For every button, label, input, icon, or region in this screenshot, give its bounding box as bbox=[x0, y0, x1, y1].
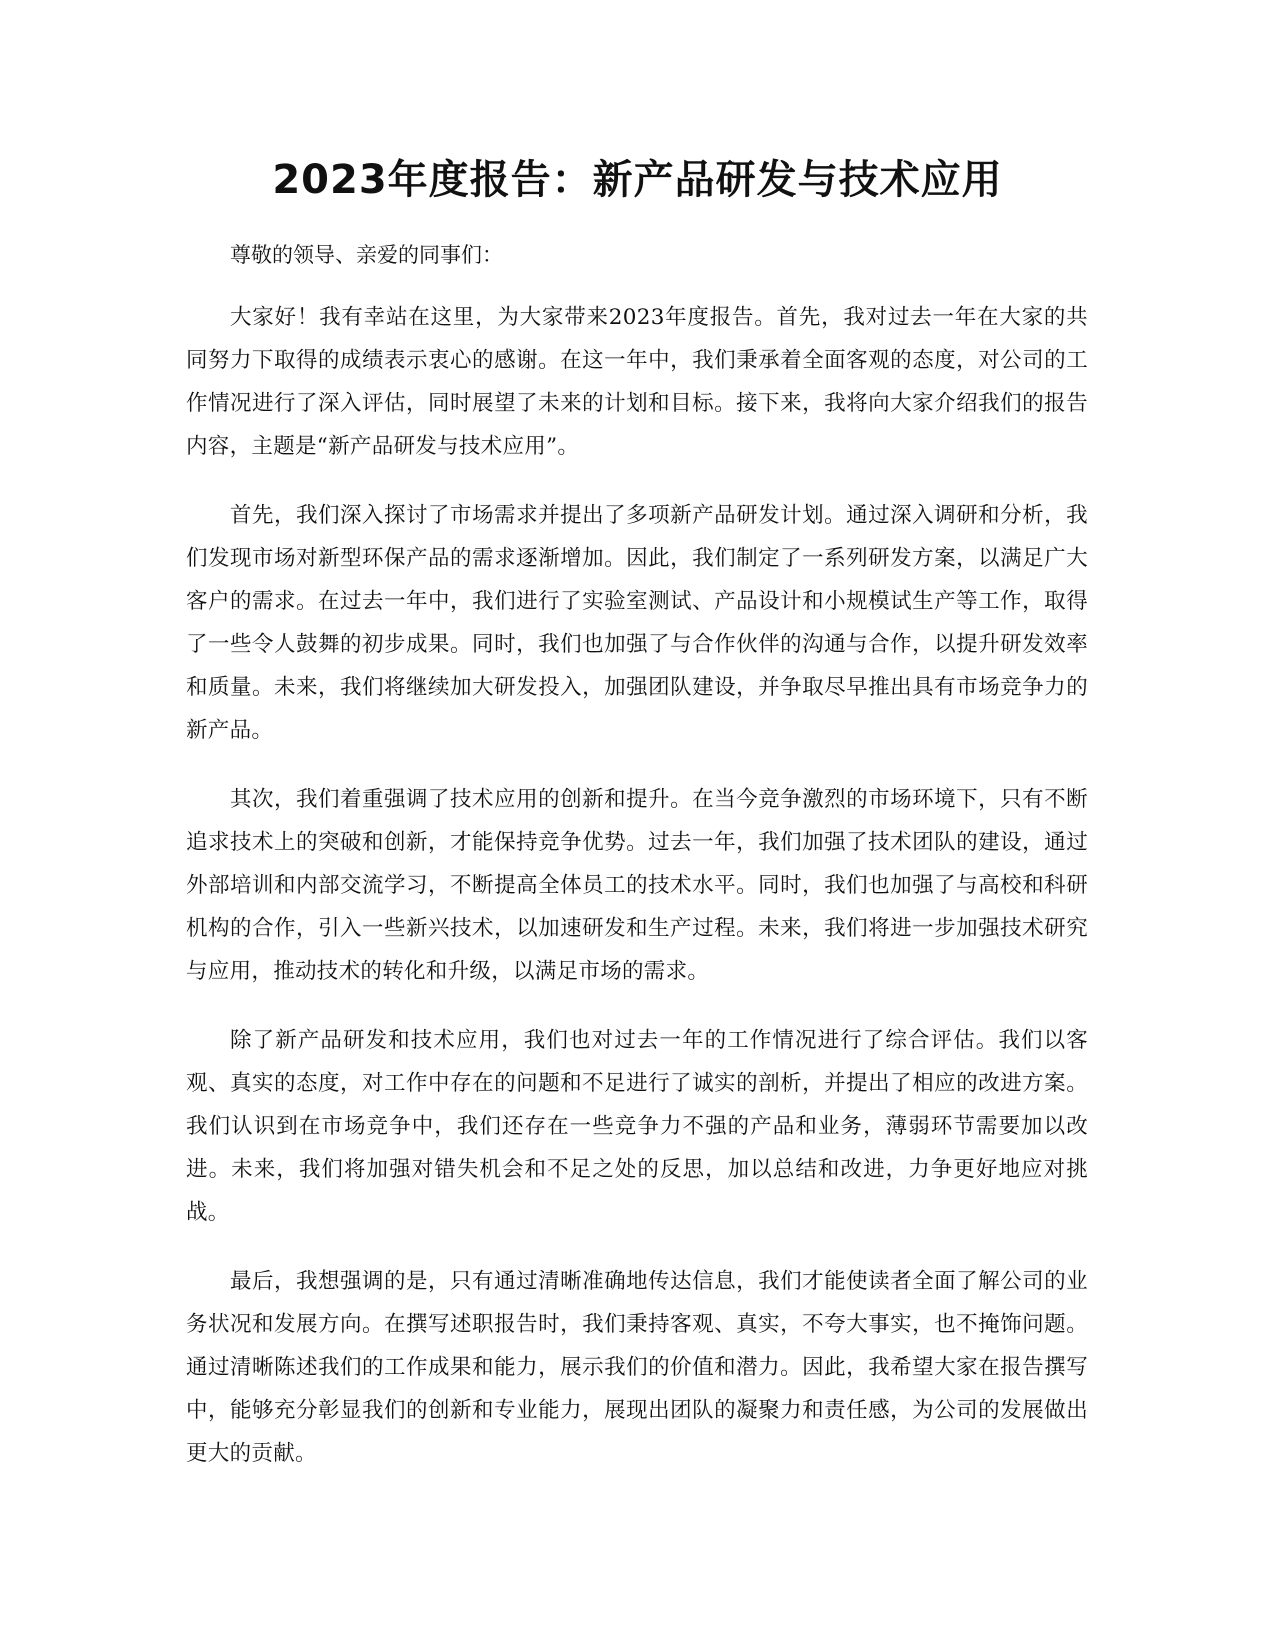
paragraph-tech-application: 其次，我们着重强调了技术应用的创新和提升。在当今竞争激烈的市场环境下，只有不断追求技术上的突破和创新，才能保持竞争优势。过去一年，我们加强了技术团队的建设，通过外部培训和内部交流学习，不断提高全体员工的技术水平。同时，我们也加强了与高校和科研机构的合作，引入一些新兴技术，以加速研发和生产过程。未来，我们将进一步加强技术研究与应用，推动技术的转化和升级，以满足市场的需求。 bbox=[186, 787, 1088, 984]
paragraph-conclusion: 最后，我想强调的是，只有通过清晰准确地传达信息，我们才能使读者全面了解公司的业务状况和发展方向。在撰写述职报告时，我们秉持客观、真实，不夸大事实，也不掩饰问题。通过清晰陈述我们的工作成果和能力，展示我们的价值和潜力。因此，我希望大家在报告撰写中，能够充分彰显我们的创新和专业能力，展现出团队的凝聚力和责任感，为公司的发展做出更大的贡献。 bbox=[186, 1269, 1088, 1466]
document-body bbox=[186, 240, 1088, 1501]
salutation: 尊敬的领导、亲爱的同事们： bbox=[230, 243, 503, 267]
paragraph-intro: 大家好！我有幸站在这里，为大家带来2023年度报告。首先，我对过去一年在大家的共同努力下取得的成绩表示衷心的感谢。在这一年中，我们秉承着全面客观的态度，对公司的工作情况进行了深入评估，同时展望了未来的计划和目标。接下来，我将向大家介绍我们的报告内容，主题是“新产品研发与技术应用”。 bbox=[186, 305, 1088, 459]
document-title: 2023年度报告：新产品研发与技术应用 bbox=[272, 157, 1003, 203]
paragraph-evaluation: 除了新产品研发和技术应用，我们也对过去一年的工作情况进行了综合评估。我们以客观、真实的态度，对工作中存在的问题和不足进行了诚实的剖析，并提出了相应的改进方案。我们认识到在市场竞争中，我们还存在一些竞争力不强的产品和业务，薄弱环节需要加以改进。未来，我们将加强对错失机会和不足之处的反思，加以总结和改进，力争更好地应对挑战。 bbox=[186, 1028, 1088, 1225]
paragraph-product-rnd: 首先，我们深入探讨了市场需求并提出了多项新产品研发计划。通过深入调研和分析，我们发现市场对新型环保产品的需求逐渐增加。因此，我们制定了一系列研发方案，以满足广大客户的需求。在过去一年中，我们进行了实验室测试、产品设计和小规模试生产等工作，取得了一些令人鼓舞的初步成果。同时，我们也加强了与合作伙伴的沟通与合作，以提升研发效率和质量。未来，我们将继续加大研发投入，加强团队建设，并争取尽早推出具有市场竞争力的新产品。 bbox=[186, 503, 1088, 743]
